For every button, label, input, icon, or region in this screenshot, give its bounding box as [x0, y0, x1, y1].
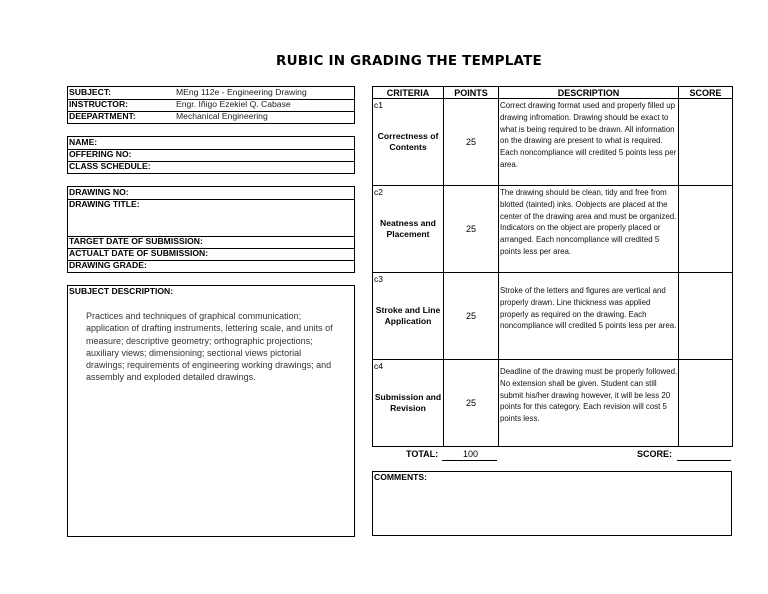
schedule-label: CLASS SCHEDULE: [69, 161, 151, 171]
drawing-grade-label: DRAWING GRADE: [69, 260, 147, 270]
target-date-label: TARGET DATE OF SUBMISSION: [69, 236, 203, 246]
totals-top-rule [372, 446, 732, 447]
schedule-row[interactable] [68, 161, 354, 173]
drawing-number-label: DRAWING NO: [69, 187, 129, 197]
rubric-row [373, 99, 733, 186]
name-label: NAME: [69, 137, 98, 147]
drawing-grade-row[interactable] [68, 260, 354, 272]
subject-description-header [68, 286, 354, 298]
score-cell[interactable] [679, 273, 733, 360]
offering-label: OFFERING NO: [69, 149, 132, 159]
subject-description-box [67, 285, 355, 537]
comments-box[interactable] [372, 471, 732, 536]
rubric-header-row [373, 87, 733, 99]
criteria-cell [373, 273, 444, 360]
department-row [68, 111, 354, 123]
criteria-code: c1 [374, 100, 383, 110]
total-value: 100 [463, 449, 479, 459]
score-cell[interactable] [679, 360, 733, 447]
description-cell: Stroke of the letters and figures are vertical and properly drawn. Line thickness was applied properly as required on the drawing. Each noncompliance will credited 5 points less per area. [499, 273, 679, 360]
criteria-header: CRITERIA [373, 87, 444, 99]
page-title: RUBIC IN GRADING THE TEMPLATE [276, 53, 542, 69]
points-cell: 25 [444, 360, 499, 447]
rubric-row [373, 186, 733, 273]
criteria-cell [373, 360, 444, 447]
points-header: POINTS [444, 87, 499, 99]
subject-value: MEng 112e - Engineering Drawing [176, 87, 307, 97]
subject-description-text: Practices and techniques of graphical communication; application of drafting instruments, lettering scale, and units of measure; descriptive geometry; orthographic projections; auxiliary views; dimensioning; sectional views pictorial drawings; requirements of engineering working drawings; and assembly and exploded detailed drawings. [86, 311, 333, 383]
department-value: Mechanical Engineering [176, 111, 268, 121]
subject-description-label: SUBJECT DESCRIPTION: [69, 286, 174, 296]
drawing-title-row[interactable] [68, 199, 354, 237]
drawing-info-box [67, 186, 355, 273]
instructor-label: INSTRUCTOR: [69, 99, 129, 109]
drawing-title-label: DRAWING TITLE: [69, 199, 140, 209]
subject-label: SUBJECT: [69, 87, 112, 97]
instructor-value: Engr. Iñigo Ezekiel Q. Cabase [176, 99, 291, 109]
criteria-name: Stroke and Line Application [375, 305, 441, 326]
score-header: SCORE [679, 87, 733, 99]
criteria-code: c3 [374, 274, 383, 284]
course-info-box [67, 86, 355, 124]
score-cell[interactable] [679, 99, 733, 186]
description-cell: Deadline of the drawing must be properly followed. No extension shall be given. Student can still submit his/her drawing however, it will be less 20 points for this category. Each revision will cost 5 points less. [499, 360, 679, 447]
rubric-row [373, 360, 733, 447]
total-underline [442, 460, 497, 461]
score-underline[interactable] [677, 460, 731, 461]
description-header: DESCRIPTION [499, 87, 679, 99]
rubric-row [373, 273, 733, 360]
description-cell: Correct drawing format used and properly filled up drawing infromation. Drawing should be exact to what is being required to be drawn. All information on the drawing are present to what is required. Each noncompliance will credited 5 points less per area. [499, 99, 679, 186]
criteria-code: c4 [374, 361, 383, 371]
score-label: SCORE: [637, 449, 673, 459]
rubric-table [372, 86, 733, 447]
criteria-name: Correctness of Contents [377, 131, 439, 152]
score-cell[interactable] [679, 186, 733, 273]
criteria-name: Neatness and Placement [380, 218, 436, 239]
student-info-box [67, 136, 355, 174]
actual-date-label: ACTUALT DATE OF SUBMISSION: [69, 248, 209, 258]
criteria-cell [373, 99, 444, 186]
criteria-code: c2 [374, 187, 383, 197]
points-cell: 25 [444, 186, 499, 273]
points-cell: 25 [444, 273, 499, 360]
description-cell: The drawing should be clean, tidy and free from blotted (tainted) inks. Oobjects are placed at the center of the drawing area and must be organized. Indicators on the object are properly placed or arranged. Each noncompliance will credited 5 points less per area. [499, 186, 679, 273]
points-cell: 25 [444, 99, 499, 186]
department-label: DEEPARTMENT: [69, 111, 136, 121]
criteria-name: Submission and Revision [374, 392, 442, 413]
total-label: TOTAL: [406, 449, 439, 459]
comments-label: COMMENTS: [374, 472, 427, 482]
criteria-cell [373, 186, 444, 273]
